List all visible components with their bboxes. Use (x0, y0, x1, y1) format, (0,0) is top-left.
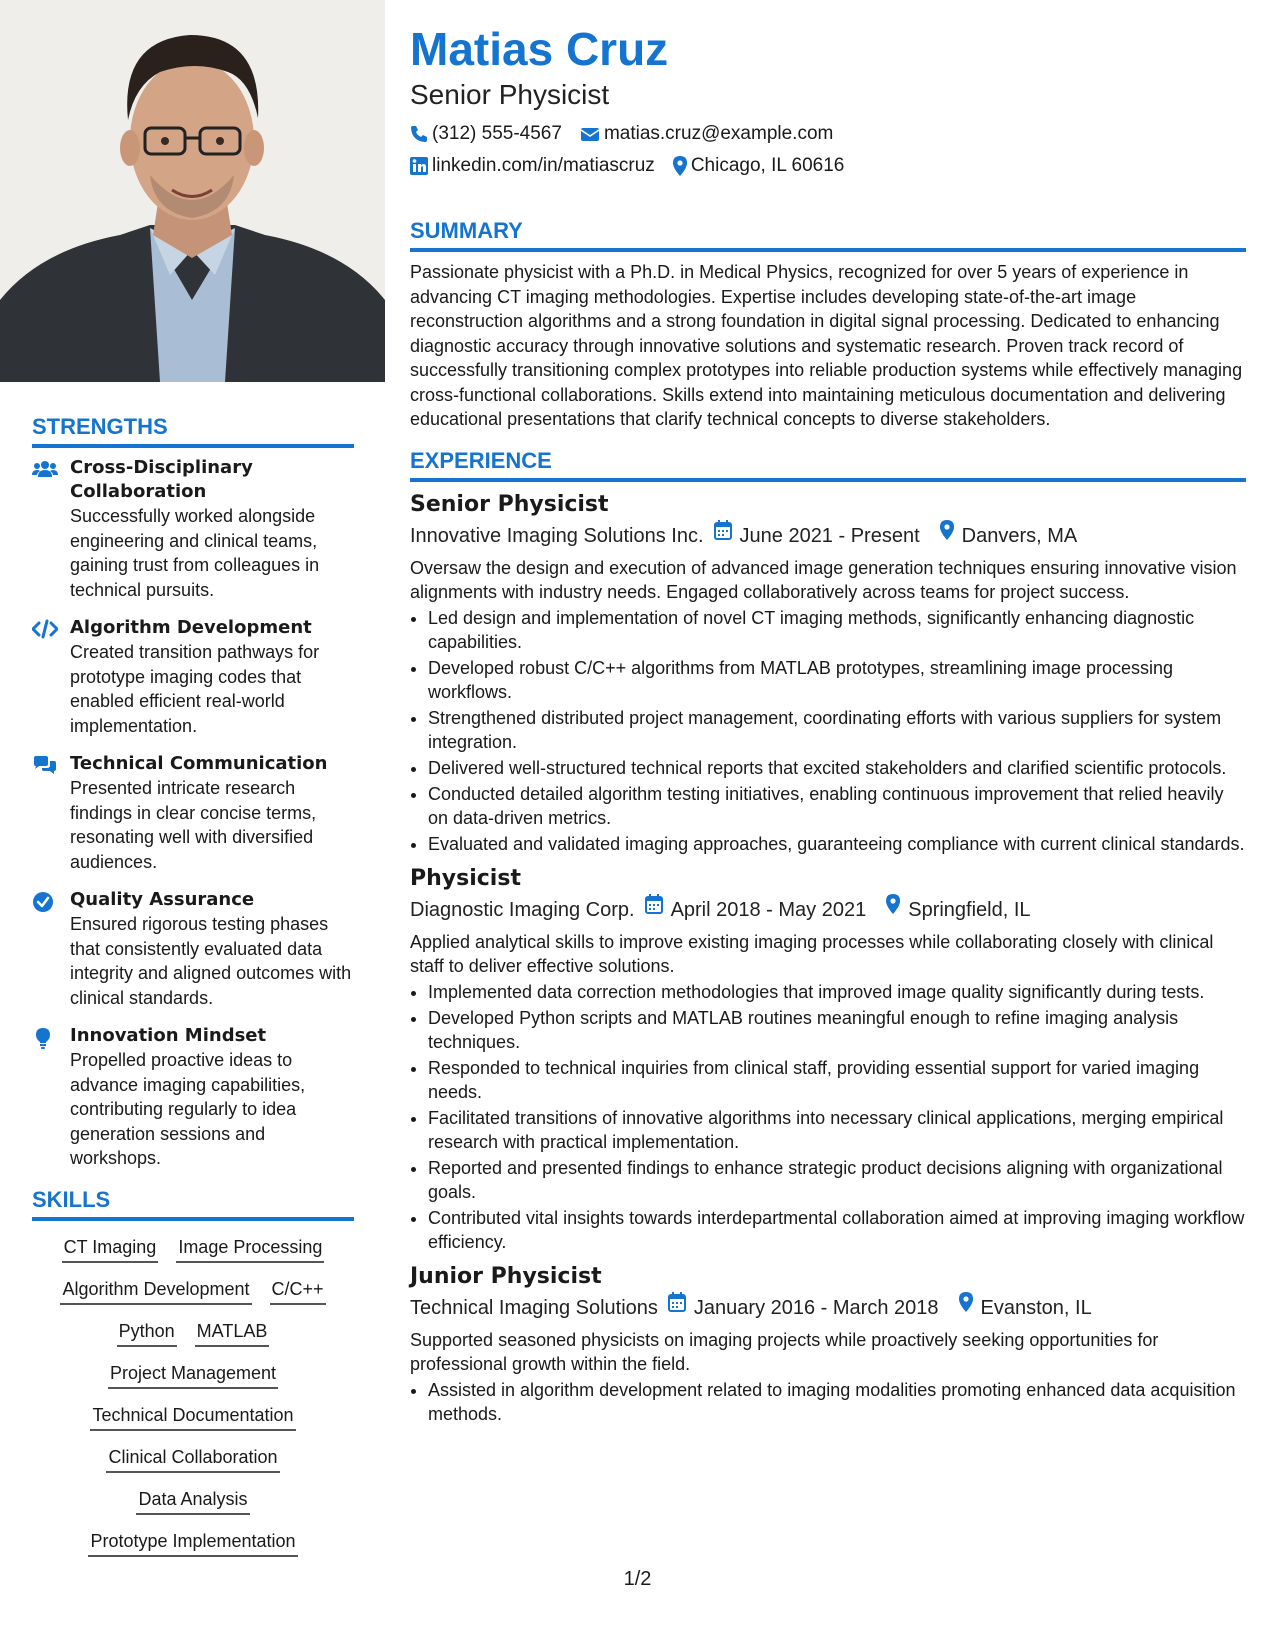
strength-item (32, 456, 354, 602)
map-pin-icon (940, 520, 954, 540)
job-entry (410, 864, 1246, 1254)
strength-description: Propelled proactive ideas to advance imaging capabilities, contributing regularly to idea generation sessions and workshops. (70, 1050, 306, 1168)
envelope-icon (580, 126, 600, 142)
strength-description: Created transition pathways for prototype imaging codes that enabled efficient real-world implementation. (70, 642, 320, 736)
strength-description: Successfully worked alongside engineering and clinical teams, gaining trust from colleagues in technical pursuits. (70, 506, 320, 600)
list-item: • Responded to technical inquiries from clinical staff, providing essential support for varied imaging needs. (428, 1056, 1246, 1104)
job-description: Oversaw the design and execution of advanced image generation techniques ensuring innovative vision alignments with industry needs. Engaged collaboratively across teams for project success. (410, 557, 1237, 602)
profile-photo (0, 0, 385, 382)
list-item: • Facilitated transitions of innovative algorithms into necessary clinical applications, merging empirical research with practical implementation. (428, 1106, 1246, 1154)
linkedin-icon (410, 157, 428, 175)
calendar-icon (714, 520, 732, 540)
job-entry (410, 490, 1246, 856)
job-location: Springfield, IL (908, 898, 1031, 921)
skill-tag: Project Management (108, 1361, 278, 1389)
sidebar (32, 412, 354, 1571)
location-contact (673, 150, 845, 182)
job-location: Danvers, MA (961, 524, 1078, 547)
email-contact[interactable] (580, 118, 833, 150)
contact-row (410, 150, 1246, 182)
list-item: • Implemented data correction methodologies that improved image quality significantly during tests. (428, 980, 1246, 1004)
skill-tag: Python (117, 1319, 177, 1347)
skill-tag: C/C++ (270, 1277, 326, 1305)
list-item: • Led design and implementation of novel CT imaging methods, significantly enhancing diagnostic capabilities. (428, 606, 1246, 654)
list-item: • Delivered well-structured technical reports that excited stakeholders and clarified scientific protocols. (428, 756, 1246, 780)
phone-contact[interactable] (410, 118, 562, 150)
strength-title: Technical Communication (70, 753, 328, 774)
strength-title: Quality Assurance (70, 889, 255, 910)
skills-heading: SKILLS (32, 1186, 111, 1212)
skill-tag: CT Imaging (62, 1235, 159, 1263)
job-meta (410, 1292, 1246, 1324)
job-title: Physicist (410, 865, 521, 891)
section-divider (410, 478, 1246, 482)
summary-text: Passionate physicist with a Ph.D. in Medical Physics, recognized for over 5 years of experience in advancing CT imaging methodologies. Expertise includes developing state-of-the-art image reconstruction algorithms and a strong foundation in digital signal processing. Dedicated to enhancing diagnostic accuracy through innovative solutions and systematic research. Proven track record of successfully transitioning complex prototypes into reliable production systems while effectively managing cross-functional collaborations. Skills extend into maintaining meticulous documentation and delivering educational presentations that clarify technical concepts to diverse stakeholders. (410, 262, 1243, 429)
list-item: • Assisted in algorithm development related to imaging modalities promoting enhanced data acquisition methods. (428, 1378, 1246, 1426)
list-item: • Developed robust C/C++ algorithms from MATLAB prototypes, streamlining image processing workflows. (428, 656, 1246, 704)
main-content (410, 20, 1246, 1434)
job-company: Innovative Imaging Solutions Inc. (410, 524, 704, 547)
skill-tag: Prototype Implementation (88, 1529, 297, 1557)
job-bullets (410, 980, 1246, 1254)
calendar-icon (668, 1292, 686, 1312)
strength-item (32, 1024, 354, 1171)
strength-title: Algorithm Development (70, 617, 312, 638)
map-pin-icon (959, 1292, 973, 1312)
contact-row (410, 118, 1246, 150)
job-title: Senior Physicist (410, 491, 609, 517)
list-item: • Reported and presented findings to enhance strategic product decisions aligning with organizational goals. (428, 1156, 1246, 1204)
job-company: Technical Imaging Solutions (410, 1296, 658, 1319)
job-entry (410, 1262, 1246, 1426)
linkedin-text: linkedin.com/in/matiascruz (432, 155, 655, 176)
email-text: matias.cruz@example.com (603, 123, 834, 144)
linkedin-contact[interactable] (410, 150, 655, 182)
job-dates: June 2021 - Present (739, 524, 920, 547)
strength-title: Innovation Mindset (70, 1025, 267, 1046)
list-item: • Strengthened distributed project management, coordinating efforts with various suppliers for system integration. (428, 706, 1246, 754)
strength-item (32, 752, 354, 874)
skills-list (32, 1235, 354, 1571)
candidate-title: Senior Physicist (410, 79, 610, 110)
code-icon (32, 616, 70, 738)
summary-heading: SUMMARY (410, 218, 523, 243)
skill-tag: MATLAB (195, 1319, 270, 1347)
list-item: • Contributed vital insights towards interdepartmental collaboration aimed at improving imaging workflow efficiency. (428, 1206, 1246, 1254)
experience-heading: EXPERIENCE (410, 447, 552, 473)
job-description: Applied analytical skills to improve existing imaging processes while collaborating closely with clinical staff to deliver effective solutions. (410, 931, 1214, 976)
strengths-heading: STRENGTHS (32, 414, 168, 439)
candidate-name: Matias Cruz (410, 23, 669, 75)
list-item: • Evaluated and validated imaging approaches, guaranteeing compliance with current clinical standards. (428, 832, 1246, 856)
skill-tag: Clinical Collaboration (106, 1445, 279, 1473)
strength-item (32, 616, 354, 738)
job-dates: April 2018 - May 2021 (670, 898, 867, 921)
page-number: 1/2 (623, 1568, 652, 1590)
comments-icon (32, 752, 70, 874)
map-pin-icon (673, 156, 687, 176)
section-divider (410, 248, 1246, 252)
job-company: Diagnostic Imaging Corp. (410, 898, 635, 921)
skill-tag: Algorithm Development (60, 1277, 251, 1305)
section-divider (32, 444, 354, 448)
check-circle-icon (32, 888, 70, 1010)
job-location: Evanston, IL (980, 1296, 1092, 1319)
skill-tag: Technical Documentation (90, 1403, 295, 1431)
section-divider (32, 1217, 354, 1221)
users-icon (32, 456, 70, 602)
job-bullets (410, 606, 1246, 856)
strength-title: Cross-Disciplinary Collaboration (70, 457, 253, 502)
strength-description: Presented intricate research findings in clear concise terms, resonating well with diversified audiences. (70, 778, 317, 872)
list-item: • Developed Python scripts and MATLAB routines meaningful enough to refine imaging analysis techniques. (428, 1006, 1246, 1054)
job-dates: January 2016 - March 2018 (693, 1296, 939, 1319)
phone-text: (312) 555-4567 (432, 123, 562, 144)
job-title: Junior Physicist (410, 1263, 602, 1289)
calendar-icon (645, 894, 663, 914)
skill-tag: Image Processing (176, 1235, 324, 1263)
location-text: Chicago, IL 60616 (690, 155, 845, 176)
job-meta (410, 894, 1246, 926)
phone-icon (410, 125, 428, 143)
strength-item (32, 888, 354, 1010)
lightbulb-icon (32, 1024, 70, 1171)
job-bullets (410, 1378, 1246, 1426)
map-pin-icon (886, 894, 900, 914)
list-item: • Conducted detailed algorithm testing initiatives, enabling continuous improvement that relied heavily on data-driven metrics. (428, 782, 1246, 830)
job-meta (410, 520, 1246, 552)
skill-tag: Data Analysis (136, 1487, 249, 1515)
job-description: Supported seasoned physicists on imaging projects while proactively seeking opportunities for professional growth within the field. (410, 1329, 1159, 1374)
portrait-image (0, 0, 385, 382)
strength-description: Ensured rigorous testing phases that consistently evaluated data integrity and aligned outcomes with clinical standards. (70, 914, 352, 1008)
